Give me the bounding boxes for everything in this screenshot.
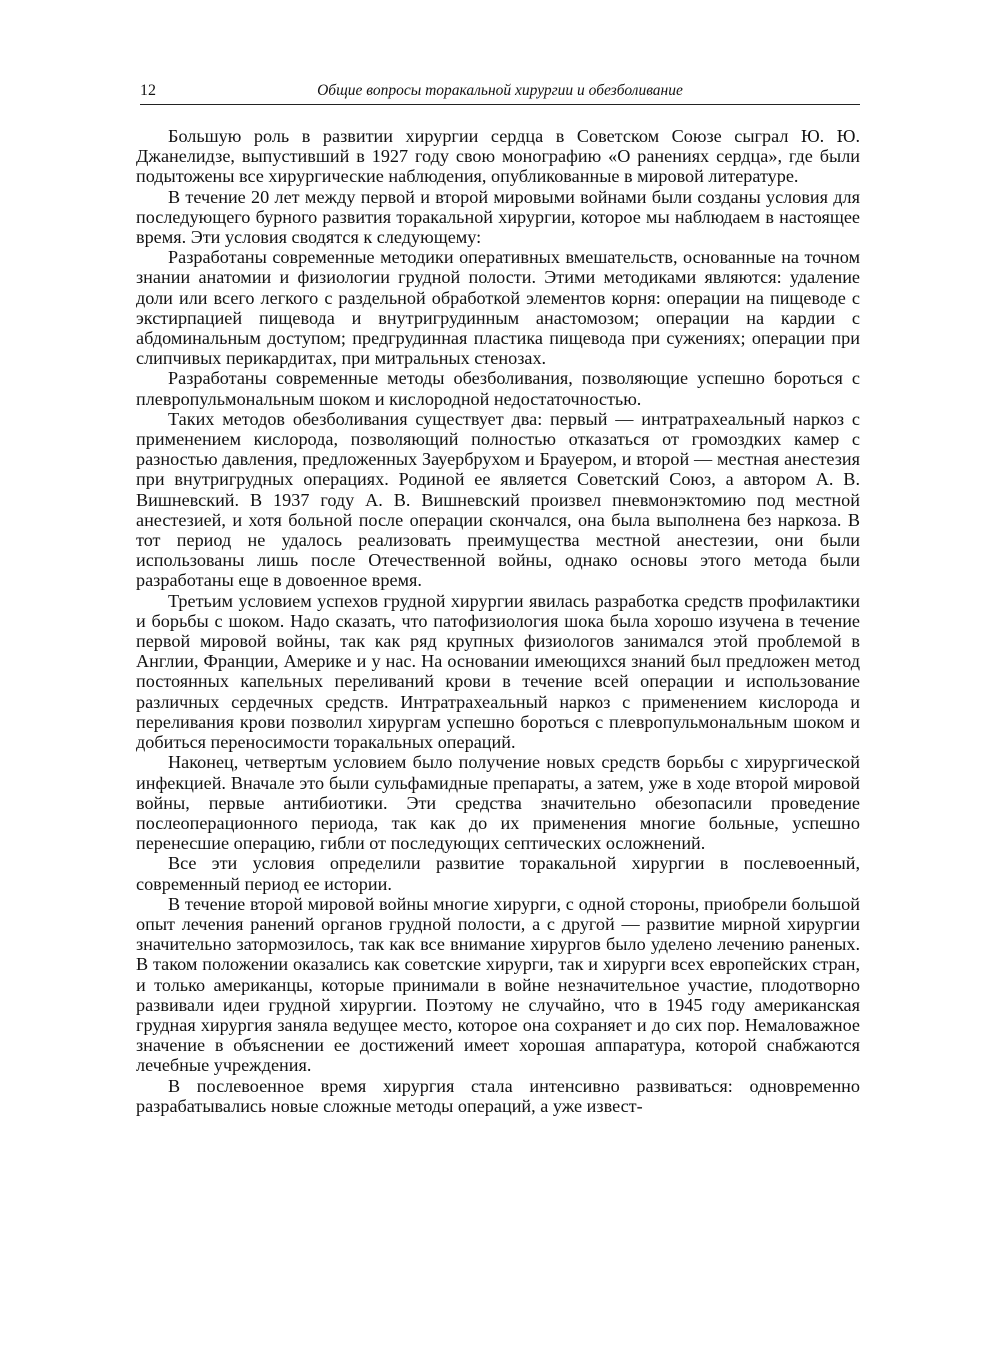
paragraph: Таких методов обезболивания существует два: первый — интратрахеальный наркоз с применением кислорода, позволяющий полностью отказаться от громоздких камер с разностью давления, предложенных Зауербрухом и Брауером, и второй — местная анестезия при внутригрудных операциях. Родиной ее является Советский Союз, а автором А. В. Вишневский. В 1937 году А. В. Вишневский произвел пневмонэктомию под местной анестезией, и хотя больной после операции скончался, она была выполнена без наркоза. В тот период не удалось реализовать преимущества местной анестезии, они были использованы лишь после Отечественной войны, однако основы этого метода были разработаны еще в довоенное время. (136, 408, 860, 591)
paragraph: Разработаны современные методы обезболивания, позволяющие успешно бороться с плевропульмональным шоком и кислородной недостаточностью. (136, 368, 860, 409)
page-number: 12 (140, 82, 156, 99)
paragraph: В течение второй мировой войны многие хирурги, с одной стороны, приобрели большой опыт лечения ранений органов грудной полости, а с другой — развитие мирной хирургии значительно затормозилось, так как все внимание хирургов было уделено лечению раненых. В таком положении оказались как советские хирурги, так и хирурги всех европейских стран, и только американцы, которые принимали в войне незначительное участие, плодотворно развивали идеи грудной хирургии. Поэтому не случайно, что в 1945 году американская грудная хирургия заняла ведущее место, которое она сохраняет и до сих пор. Немаловажное значение в объяснении ее достижений имеет хорошая аппаратура, которой снабжаются лечебные учреждения. (136, 893, 860, 1076)
paragraph: В послевоенное время хирургия стала интенсивно развиваться: одновременно разрабатывались новые сложные методы операций, а уже извест- (136, 1075, 860, 1116)
paragraph: В течение 20 лет между первой и второй мировыми войнами были созданы условия для последующего бурного развития торакальной хирургии, которое мы наблюдаем в настоящее время. Эти условия сводятся к следующему: (136, 186, 860, 248)
page-header (140, 80, 860, 105)
running-title: Общие вопросы торакальной хирургии и обезболивание (317, 82, 683, 99)
body-text (136, 126, 860, 1116)
paragraph: Все эти условия определили развитие торакальной хирургии в послевоенный, современный период ее истории. (136, 853, 860, 894)
paragraph: Наконец, четвертым условием было получение новых средств борьбы с хирургической инфекцией. Вначале это были сульфамидные препараты, а затем, уже в ходе второй мировой войны, первые антибиотики. Эти средства значительно обезопасили проведение послеоперационного периода, так как до их применения многие больные, успешно перенесшие операцию, гибли от последующих септических осложнений. (136, 752, 860, 854)
paragraph: Третьим условием успехов грудной хирургии явилась разработка средств профилактики и борьбы с шоком. Надо сказать, что патофизиология шока была хорошо изучена в течение первой мировой войны, так как ряд крупных физиологов занимался этой проблемой в Англии, Франции, Америке и у нас. На основании имеющихся знаний был предложен метод постоянных капельных переливаний крови в течение всей операции и использование различных сердечных средств. Интратрахеальный наркоз с применением кислорода и переливания крови позволил хирургам успешно бороться с плевропульмональным шоком и добиться переносимости торакальных операций. (136, 590, 860, 753)
paragraph: Большую роль в развитии хирургии сердца в Советском Союзе сыграл Ю. Ю. Джанелидзе, выпустивший в 1927 году свою монографию «О ранениях сердца», где были подытожены все хирургические наблюдения, опубликованные в мировой литературе. (136, 126, 860, 187)
paragraph: Разработаны современные методики оперативных вмешательств, основанные на точном знании анатомии и физиологии грудной полости. Этими методиками являются: удаление доли или всего легкого с раздельной обработкой элементов корня: операции на пищеводе с экстирпацией пищевода и внутригрудинным анастомозом; операции на кардии с абдоминальным доступом; предгрудинная пластика пищевода при сужениях; операции при слипчивых перикардитах, при митральных стенозах. (136, 247, 860, 369)
